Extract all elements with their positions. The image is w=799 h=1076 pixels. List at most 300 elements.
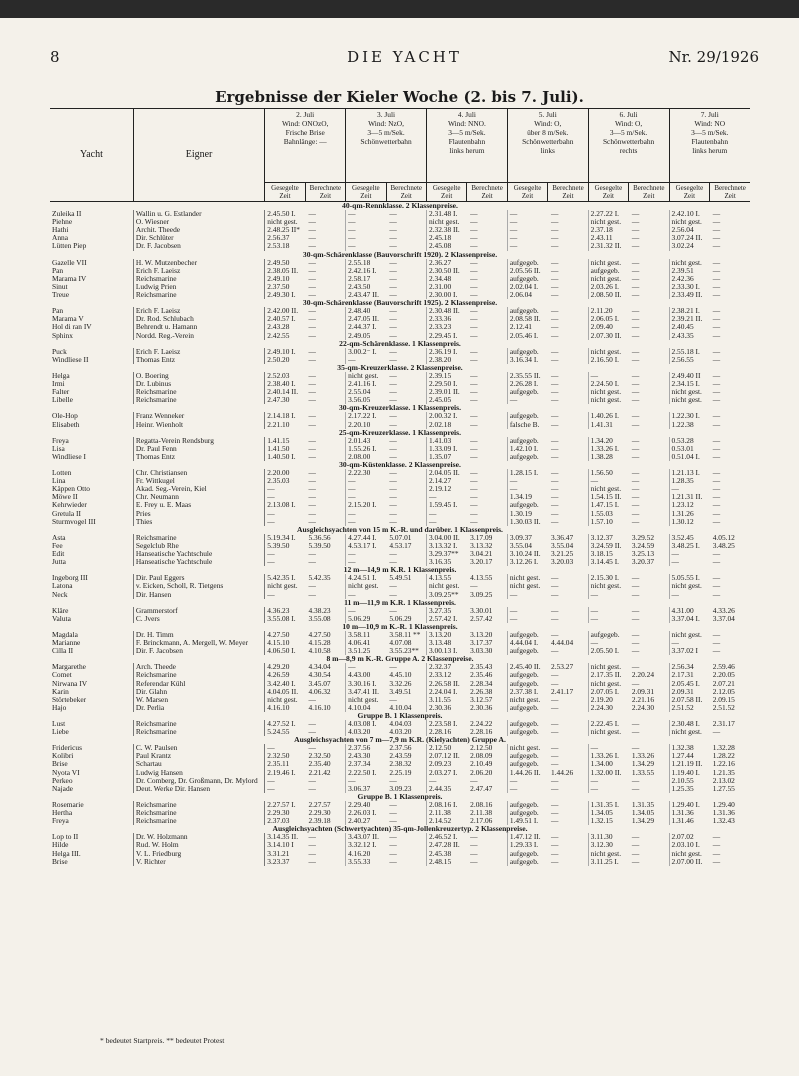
race-header-line: 3—5 m/Sek.: [609, 128, 648, 137]
sailed-time: falsche B.: [507, 421, 549, 429]
computed-time: —: [712, 517, 721, 526]
sailed-time: 2.55.18 I.: [669, 348, 711, 356]
sailed-time: 1.28.15 I.: [507, 469, 549, 477]
sailed-time: —: [265, 493, 307, 501]
sailed-time: nicht gest.: [588, 850, 630, 858]
sailed-time: —: [346, 777, 388, 785]
computed-time: —: [712, 493, 721, 502]
sailed-time: 1.40.26 I.: [588, 412, 630, 420]
computed-time: —: [389, 323, 397, 332]
sailed-time: 2.30.48 II.: [426, 307, 468, 315]
computed-time: —: [631, 590, 640, 599]
class-heading: 8 m—8,9 m K.-R. Gruppe A. 2 Klassenpreise.: [326, 655, 474, 664]
computed-time: —: [470, 307, 478, 316]
owner-name: Dr. F. Jacobsen: [133, 242, 264, 250]
computed-time: —: [631, 493, 640, 502]
sailed-time: 5.39.50: [265, 542, 307, 550]
sailed-time: 1.47.12 II.: [507, 833, 549, 841]
sailed-time: aufgegeb.: [507, 680, 549, 688]
sailed-time: 2.42.36: [669, 275, 711, 283]
sailed-time: 1.41.31: [588, 421, 630, 429]
owner-name: Dir. F. Jacobsen: [133, 647, 264, 655]
computed-time: —: [308, 242, 316, 251]
sailed-time: 3.47.41 II.: [346, 688, 388, 696]
yacht-name: Falter: [50, 388, 133, 396]
table-row: [50, 858, 750, 866]
computed-time: —: [712, 574, 721, 583]
computed-time: 2.28.34: [470, 679, 493, 688]
sailed-time: —: [346, 477, 388, 485]
sailed-time: —: [588, 607, 630, 615]
sailed-time: 2.07.02: [669, 833, 711, 841]
race-header-line: rechts: [619, 146, 638, 155]
table-row: [50, 234, 750, 242]
sailed-time: 2.56.55: [669, 356, 711, 364]
sailed-time: 2.01.43: [346, 437, 388, 445]
computed-time: —: [551, 800, 559, 809]
sailed-time: 4.31.00: [669, 607, 711, 615]
sailed-time: —: [265, 510, 307, 518]
sailed-time: nicht gest.: [588, 275, 630, 283]
sailed-time: 4.10.04: [346, 704, 388, 712]
computed-time: —: [631, 258, 640, 267]
computed-time: —: [389, 347, 397, 356]
sailed-time: —: [507, 242, 549, 250]
computed-time: 3.29.52: [631, 533, 655, 542]
computed-time: 2.10.49: [470, 760, 493, 769]
owner-name: Schartau: [133, 760, 264, 768]
race-header-line: 4. Juli: [457, 110, 476, 119]
sailed-time: 2.49.05: [346, 332, 388, 340]
table-row: [50, 704, 750, 712]
sub-computed-time: Berechnete Zeit: [466, 183, 506, 201]
yacht-name: Treue: [50, 291, 133, 299]
sailed-time: 1.59.45 I.: [426, 501, 468, 509]
sailed-time: nicht gest.: [426, 582, 468, 590]
computed-time: 2.12.05: [712, 687, 735, 696]
computed-time: 3.58.11 **: [389, 630, 421, 639]
yacht-name: Hathi: [50, 226, 133, 234]
race-header-line: über 8 m/Sek.: [527, 128, 569, 137]
computed-time: —: [551, 282, 559, 291]
computed-time: —: [308, 558, 316, 567]
yacht-name: Libelle: [50, 396, 133, 404]
computed-time: —: [712, 315, 721, 324]
sailed-time: 3.29.37**: [426, 550, 468, 558]
table-row: [50, 680, 750, 688]
computed-time: 3.09.25: [470, 590, 493, 599]
owner-name: Paul Krantz: [133, 752, 264, 760]
computed-time: —: [551, 274, 559, 283]
sailed-time: 0.51.04 I.: [669, 453, 711, 461]
race-header-line: Wind: ONOzO,: [281, 119, 329, 128]
table-row: [50, 242, 750, 250]
computed-time: —: [308, 841, 316, 850]
race-header: [588, 109, 669, 202]
sailed-time: aufgegeb.: [507, 704, 549, 712]
computed-time: —: [631, 380, 640, 389]
table-row: [50, 485, 750, 493]
computed-time: —: [551, 849, 559, 858]
sailed-time: 5.42.35 I.: [265, 574, 307, 582]
owner-name: Deut. Werke Dir. Hansen: [133, 785, 264, 793]
table-row: [50, 372, 750, 380]
computed-time: —: [631, 210, 640, 219]
sailed-time: 2.13.08 I.: [265, 501, 307, 509]
sailed-time: 2.45.50 I.: [265, 210, 307, 218]
computed-time: —: [551, 226, 559, 235]
owner-name: Reichsmarine: [133, 396, 264, 404]
sailed-time: 1.19.40 I.: [669, 769, 711, 777]
computed-time: —: [308, 720, 316, 728]
computed-time: —: [389, 517, 397, 526]
computed-time: —: [712, 355, 721, 364]
computed-time: —: [551, 833, 559, 842]
sailed-time: 3.11.25 I.: [588, 858, 630, 866]
computed-time: —: [470, 501, 478, 510]
computed-time: 4.03.20: [389, 728, 412, 737]
computed-time: —: [389, 388, 397, 397]
sailed-time: —: [588, 615, 630, 623]
computed-time: —: [308, 371, 316, 380]
owner-name: Reichsmarine: [133, 817, 264, 825]
sailed-time: —: [426, 510, 468, 518]
computed-time: —: [631, 444, 640, 453]
table-row: [50, 323, 750, 331]
computed-time: —: [308, 282, 316, 291]
sailed-time: aufgegeb.: [507, 275, 549, 283]
yacht-name: Pan: [50, 267, 133, 275]
sailed-time: nicht gest.: [588, 388, 630, 396]
computed-time: —: [712, 371, 721, 380]
table-row: [50, 671, 750, 679]
race-header-line: Wind: O,: [614, 119, 643, 128]
sailed-time: —: [346, 493, 388, 501]
table-row: [50, 477, 750, 485]
computed-time: 1.34.05: [631, 809, 655, 818]
computed-time: —: [308, 388, 316, 397]
computed-time: —: [308, 517, 316, 526]
sailed-time: 2.33.12: [426, 671, 468, 679]
computed-time: —: [551, 744, 559, 753]
sailed-time: 1.33.09 I.: [426, 445, 468, 453]
computed-time: —: [712, 590, 721, 599]
table-row: [50, 291, 750, 299]
computed-time: —: [551, 606, 559, 615]
computed-time: —: [308, 776, 316, 785]
yacht-name: Kläre: [50, 607, 133, 615]
sailed-time: nicht gest.: [669, 259, 711, 267]
computed-time: —: [551, 671, 559, 680]
computed-time: 2.17.06: [470, 817, 493, 826]
table-row: [50, 283, 750, 291]
computed-time: —: [551, 315, 559, 324]
computed-time: —: [631, 849, 640, 858]
yacht-name: Fee: [50, 542, 133, 550]
yacht-name: Hilde: [50, 841, 133, 849]
sailed-time: 2.26.58 II.: [426, 680, 468, 688]
computed-time: —: [631, 776, 640, 785]
sailed-time: —: [507, 234, 549, 242]
computed-time: —: [551, 452, 559, 461]
computed-time: —: [712, 833, 721, 842]
table-row: [50, 833, 750, 841]
table-row: [50, 332, 750, 340]
computed-time: —: [389, 558, 397, 567]
computed-time: —: [712, 274, 721, 283]
sailed-time: 2.49.40 II: [669, 372, 711, 380]
owner-name: C. W. Paulsen: [133, 744, 264, 752]
magazine-title: DIE YACHT: [347, 48, 462, 66]
computed-time: —: [631, 582, 640, 591]
sailed-time: 2.02.18: [426, 421, 468, 429]
sailed-time: —: [507, 210, 549, 218]
class-heading-row: [50, 623, 750, 631]
sailed-time: 4.15.10: [265, 639, 307, 647]
sailed-time: 1.41.15: [265, 437, 307, 445]
sailed-time: 2.29.45 I.: [426, 332, 468, 340]
sailed-time: 2.19.12: [426, 485, 468, 493]
yacht-name: Irmi: [50, 380, 133, 388]
table-row: [50, 607, 750, 615]
computed-time: 2.51.52: [712, 703, 735, 712]
sailed-time: nicht gest.: [265, 582, 307, 590]
computed-time: —: [389, 371, 397, 380]
sailed-time: 1.41.03: [426, 437, 468, 445]
sailed-time: 1.22.38: [669, 421, 711, 429]
sailed-time: 2.08.16 I.: [426, 801, 468, 809]
sailed-time: 1.32.00 II.: [588, 769, 630, 777]
sailed-time: 4.03.20: [346, 728, 388, 736]
computed-time: —: [712, 331, 721, 340]
computed-time: —: [712, 242, 721, 251]
sailed-time: 1.54.15 II.: [588, 493, 630, 501]
race-header-line: Schönwetterbahn: [522, 137, 574, 146]
table-row: [50, 267, 750, 275]
sailed-time: aufgegeb.: [507, 809, 549, 817]
owner-name: W. Marsen: [133, 696, 264, 704]
yacht-name: Hertha: [50, 809, 133, 817]
sailed-time: 2.14.52: [426, 817, 468, 825]
computed-time: —: [389, 550, 397, 559]
owner-name: Grammerstorf: [133, 607, 264, 615]
yacht-name: Cilla II: [50, 647, 133, 655]
owner-name: Referendar Kühl: [133, 680, 264, 688]
computed-time: —: [551, 420, 559, 429]
sailed-time: —: [588, 477, 630, 485]
computed-time: 2.47.47: [470, 784, 493, 793]
sailed-time: aufgegeb.: [507, 720, 549, 728]
sub-sailed-time: Gesegelte Zeit: [432, 184, 461, 200]
computed-time: —: [712, 849, 721, 858]
computed-time: —: [470, 493, 478, 502]
table-row: [50, 777, 750, 785]
race-header-line: Frische Brise: [285, 128, 325, 137]
class-heading: 10 m—10,9 m K.-R. 1 Klassenpreis.: [342, 622, 458, 631]
computed-time: —: [470, 420, 478, 429]
owner-name: Hanseatische Yachtschule: [133, 550, 264, 558]
computed-time: 3.17.09: [470, 533, 493, 542]
sailed-time: 2.51.52: [669, 704, 711, 712]
computed-time: —: [389, 469, 397, 478]
computed-time: —: [308, 784, 316, 793]
computed-time: 2.25.19: [389, 768, 412, 777]
computed-time: —: [470, 841, 478, 850]
sailed-time: 3.13.48: [426, 639, 468, 647]
computed-time: 3.36.47: [551, 533, 574, 542]
computed-time: —: [631, 452, 640, 461]
yacht-name: Puck: [50, 348, 133, 356]
computed-time: —: [470, 436, 478, 445]
sailed-time: 3.43.07 II.: [346, 833, 388, 841]
computed-time: —: [712, 226, 721, 235]
sailed-time: 2.48.40: [346, 307, 388, 315]
race-header-line: Wind: NzO,: [368, 119, 404, 128]
computed-time: 2.09.31: [631, 687, 655, 696]
race-header-line: 5. Juli: [538, 110, 557, 119]
sailed-time: 3.07.24 II.: [669, 234, 711, 242]
computed-time: —: [551, 614, 559, 623]
computed-time: —: [551, 760, 559, 769]
computed-time: —: [631, 469, 640, 478]
computed-time: —: [308, 266, 316, 275]
computed-time: —: [308, 412, 316, 421]
owner-name: Ludwig Prien: [133, 283, 264, 291]
computed-time: 4.16.10: [308, 703, 331, 712]
issue-number: Nr. 29/1926: [668, 48, 759, 66]
computed-time: —: [712, 509, 721, 518]
computed-time: —: [551, 647, 559, 656]
class-heading: 22-qm-Schärenklasse. 1 Klassenpreis.: [339, 339, 461, 348]
computed-time: 2.39.18: [308, 817, 331, 826]
scan-edge: [0, 0, 799, 18]
computed-time: 3.17.37: [470, 639, 493, 648]
class-heading-row: [50, 599, 750, 607]
class-heading: 25-qm-Kreuzerklasse. 1 Klassenpreis.: [338, 428, 462, 437]
computed-time: —: [551, 234, 559, 243]
computed-time: —: [470, 833, 478, 842]
sailed-time: 3.06.37: [346, 785, 388, 793]
sailed-time: —: [669, 639, 711, 647]
sailed-time: aufgegeb.: [507, 437, 549, 445]
sailed-time: 2.33.23: [426, 323, 468, 331]
computed-time: —: [631, 501, 640, 510]
race-header-line: 7. Juli: [700, 110, 719, 119]
owner-name: Reichsmarine: [133, 388, 264, 396]
sailed-time: 3.56.05: [346, 396, 388, 404]
computed-time: —: [712, 388, 721, 397]
sailed-time: nicht gest.: [669, 582, 711, 590]
sailed-time: 3.14.35 II.: [265, 833, 307, 841]
yacht-name: Käppen Otto: [50, 485, 133, 493]
yacht-name: Sturmvogel III: [50, 518, 133, 526]
sailed-time: 4.44.04 I.: [507, 639, 549, 647]
computed-time: —: [551, 242, 559, 251]
sailed-time: 2.09.40: [588, 323, 630, 331]
class-heading-row: [50, 793, 750, 801]
sailed-time: 3.00.13 I.: [426, 647, 468, 655]
yacht-name: Lisa: [50, 445, 133, 453]
computed-time: —: [551, 517, 559, 526]
sailed-time: aufgegeb.: [507, 453, 549, 461]
sailed-time: —: [588, 372, 630, 380]
computed-time: 2.35.40: [308, 760, 331, 769]
sailed-time: 2.09.31: [669, 688, 711, 696]
owner-name: Archit. Theede: [133, 226, 264, 234]
computed-time: —: [631, 282, 640, 291]
sailed-time: 3.13.32 I.: [426, 542, 468, 550]
computed-time: —: [470, 226, 478, 235]
sailed-time: —: [507, 615, 549, 623]
sailed-time: nicht gest.: [669, 396, 711, 404]
sailed-time: 3.14.10 I: [265, 841, 307, 849]
computed-time: 2.37.56: [389, 744, 412, 753]
sailed-time: 2.37.03: [265, 817, 307, 825]
sailed-time: 1.47.15 I.: [588, 501, 630, 509]
computed-time: —: [551, 412, 559, 421]
sailed-time: 2.08.00: [346, 453, 388, 461]
table-row: [50, 421, 750, 429]
sailed-time: 2.21.10: [265, 421, 307, 429]
computed-time: —: [551, 720, 559, 728]
sailed-time: —: [346, 218, 388, 226]
computed-time: —: [389, 817, 397, 826]
table-row: [50, 720, 750, 728]
sailed-time: 2.43.11: [588, 234, 630, 242]
computed-time: —: [470, 388, 478, 397]
computed-time: —: [551, 703, 559, 712]
sailed-time: 2.07.30 II.: [588, 332, 630, 340]
owner-name: E. Frey u. E. Maas: [133, 501, 264, 509]
computed-time: —: [631, 396, 640, 405]
sailed-time: aufgegeb.: [507, 348, 549, 356]
computed-time: —: [631, 371, 640, 380]
computed-time: —: [470, 242, 478, 251]
computed-time: —: [389, 606, 397, 615]
computed-time: —: [712, 582, 721, 591]
computed-time: —: [712, 412, 721, 421]
sailed-time: —: [507, 607, 549, 615]
sailed-time: 2.24.30: [588, 704, 630, 712]
sailed-time: 2.45.08: [426, 242, 468, 250]
computed-time: —: [470, 380, 478, 389]
computed-time: —: [551, 436, 559, 445]
owner-name: Reichsmarine: [133, 720, 264, 728]
computed-time: —: [308, 590, 316, 599]
yacht-name: Möwe II: [50, 493, 133, 501]
race-header-line: Wind: NNO.: [447, 119, 486, 128]
computed-time: —: [712, 469, 721, 478]
sailed-time: nicht gest.: [588, 259, 630, 267]
computed-time: —: [470, 857, 478, 866]
computed-time: —: [389, 234, 397, 243]
computed-time: —: [631, 833, 640, 842]
computed-time: 4.30.54: [308, 671, 331, 680]
sailed-time: 2.22.30: [346, 469, 388, 477]
sailed-time: nicht gest.: [588, 348, 630, 356]
computed-time: —: [631, 744, 640, 753]
computed-time: —: [712, 485, 721, 494]
sailed-time: 1.32.38: [669, 744, 711, 752]
sailed-time: —: [507, 485, 549, 493]
computed-time: 1.22.16: [712, 760, 735, 769]
sailed-time: 2.49.50: [265, 259, 307, 267]
sailed-time: 2.29.30: [265, 809, 307, 817]
computed-time: —: [308, 501, 316, 510]
sailed-time: —: [346, 510, 388, 518]
table-row: [50, 769, 750, 777]
sailed-time: 3.14.45 I.: [588, 558, 630, 566]
